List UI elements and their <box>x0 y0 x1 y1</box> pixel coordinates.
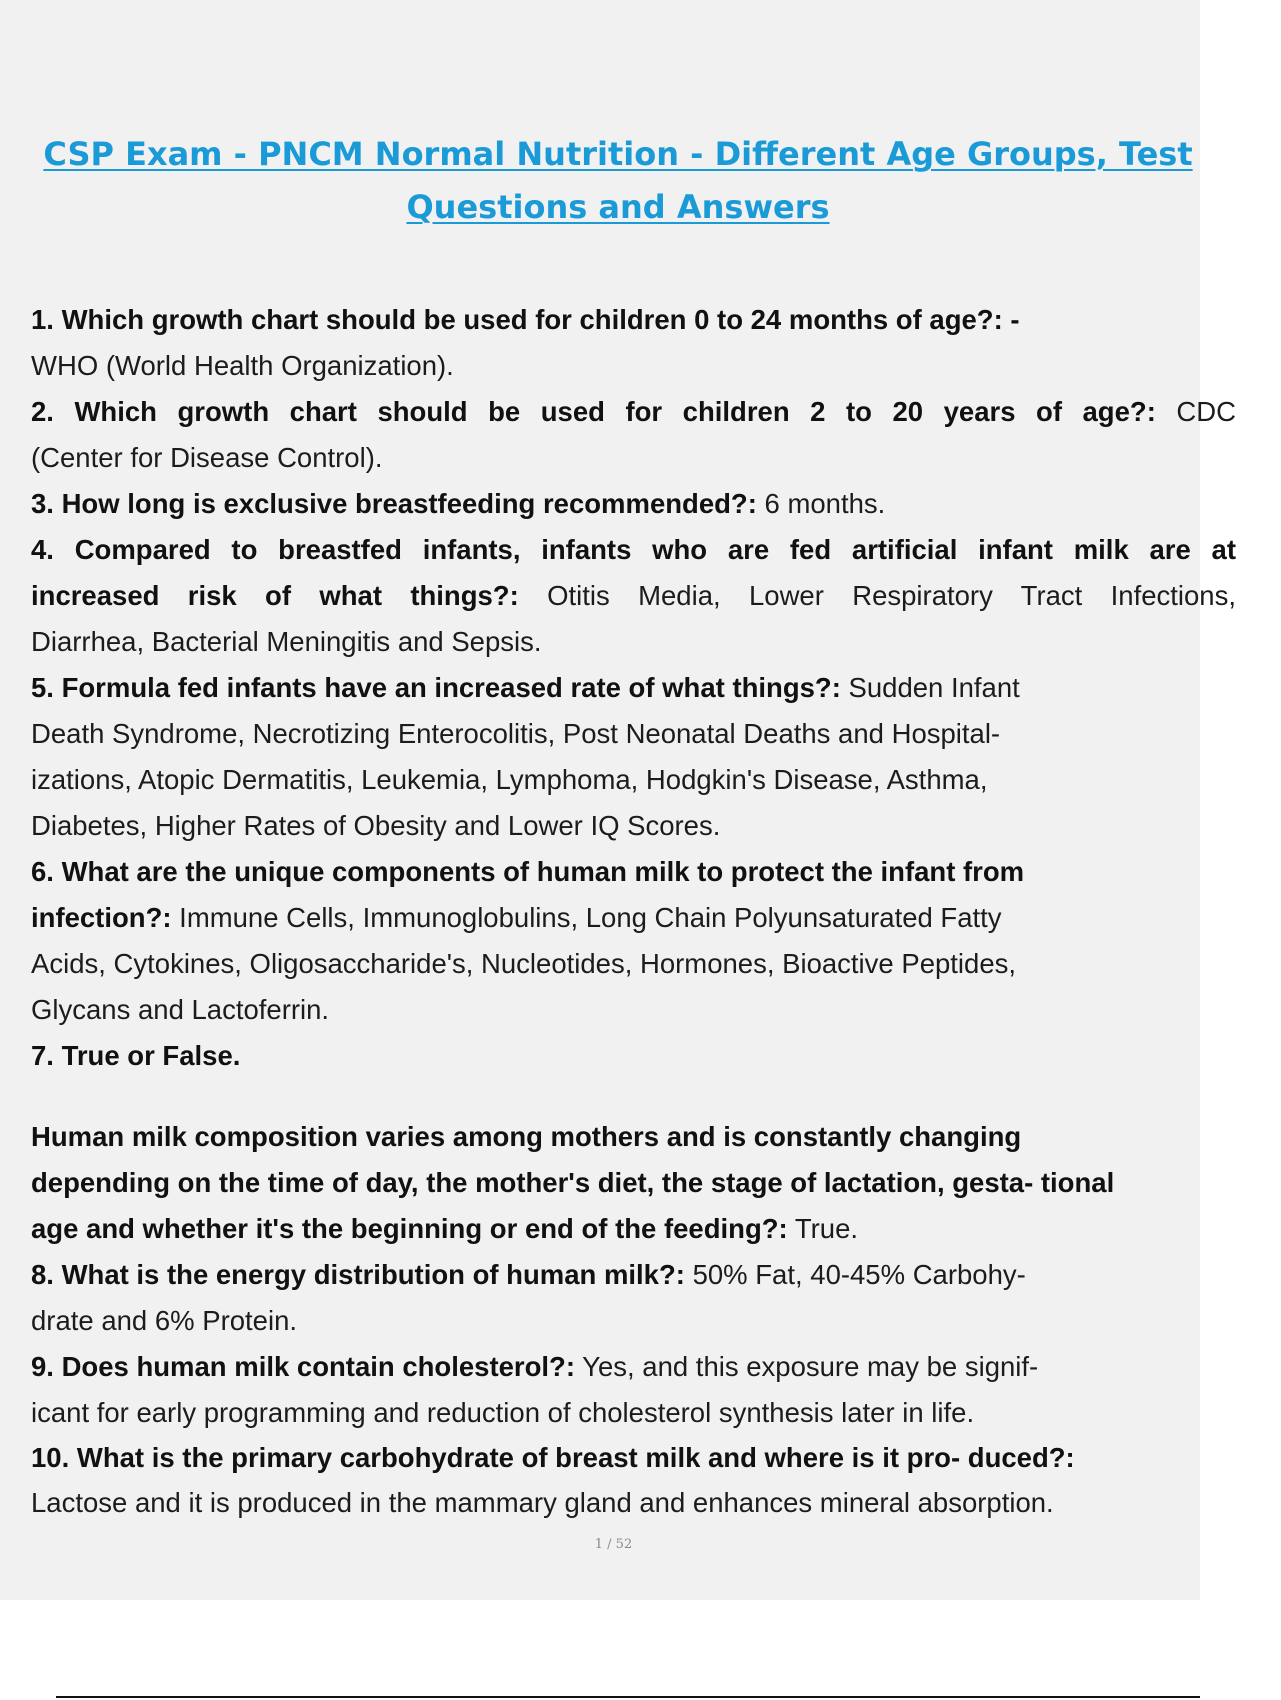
answer-text: WHO (World Health Organization). <box>31 350 454 381</box>
qa-list <box>31 297 1281 1526</box>
answer-text: Immune Cells, Immunoglobulins, Long Chain Polyunsaturated Fatty <box>171 902 1002 933</box>
answer-text: Death Syndrome, Necrotizing Enterocolitis, Post Neonatal Deaths and Hospital- <box>31 718 1001 749</box>
text-line <box>31 711 1281 757</box>
text-line <box>31 895 1281 941</box>
answer-text: (Center for Disease Control). <box>31 442 383 473</box>
answer-text: Diabetes, Higher Rates of Obesity and Lower IQ Scores. <box>31 810 721 841</box>
answer-text: drate and 6% Protein. <box>31 1305 298 1336</box>
text-line <box>31 941 1281 987</box>
title-line-2[interactable]: Questions and Answers <box>406 188 830 226</box>
answer-text: Acids, Cytokines, Oligosaccharide's, Nucleotides, Hormones, Bioactive Peptides, <box>31 948 1017 979</box>
question-text: Human milk composition varies among mothers and is constantly changing <box>31 1121 1022 1152</box>
text-line <box>31 1298 1281 1344</box>
text-line <box>31 1390 1281 1436</box>
text-line <box>31 1206 1281 1252</box>
title-line-1[interactable]: CSP Exam - PNCM Normal Nutrition - Different Age Groups, Test <box>43 135 1193 173</box>
page-divider <box>56 1696 1200 1698</box>
text-line <box>31 1160 1281 1206</box>
question-text: 4. Compared to breastfed infants, infants who are fed artificial infant milk are at <box>31 534 1236 565</box>
question-text: 5. Formula fed infants have an increased rate of what things?: <box>31 672 841 703</box>
question-text: increased risk of what things?: <box>31 580 519 611</box>
answer-text: True. <box>787 1213 859 1244</box>
text-line <box>31 1252 1281 1298</box>
text-line <box>31 1436 1281 1480</box>
answer-text: 50% Fat, 40-45% Carbohy- <box>684 1259 1026 1290</box>
text-line <box>31 297 1281 343</box>
text-line <box>31 527 1236 573</box>
text-line <box>31 1344 1281 1390</box>
question-text: 10. What is the primary carbohydrate of breast milk and where is it pro- duced?: <box>31 1442 1075 1473</box>
text-line <box>31 481 1281 527</box>
question-text: 8. What is the energy distribution of human milk?: <box>31 1259 685 1290</box>
answer-text: 6 months. <box>756 488 886 519</box>
text-line <box>31 1033 1281 1079</box>
text-line <box>31 435 1281 481</box>
question-text: 3. How long is exclusive breastfeeding recommended?: <box>31 488 757 519</box>
answer-text: Otitis Media, Lower Respiratory Tract Infections, <box>518 580 1236 611</box>
text-line <box>31 1114 1281 1160</box>
answer-text: Glycans and Lactoferrin. <box>31 994 330 1025</box>
question-text: 9. Does human milk contain cholesterol?: <box>31 1351 575 1382</box>
text-line <box>31 389 1236 435</box>
question-text: 6. What are the unique components of human milk to protect the infant from <box>31 856 1025 887</box>
question-text: 7. True or False. <box>31 1040 241 1071</box>
question-text: infection?: <box>31 902 172 933</box>
question-text: age and whether it's the beginning or end of the feeding?: <box>31 1213 788 1244</box>
question-text: 1. Which growth chart should be used for children 0 to 24 months of age?: - <box>31 304 1020 335</box>
answer-text: Lactose and it is produced in the mammary gland and enhances mineral absorption. <box>31 1487 1054 1518</box>
text-line <box>31 757 1281 803</box>
document-title[interactable] <box>0 128 1236 234</box>
blank-line <box>31 1079 1281 1114</box>
text-line <box>31 1480 1281 1526</box>
text-line <box>31 619 1281 665</box>
answer-text: CDC <box>1155 396 1236 427</box>
text-line <box>31 987 1281 1033</box>
answer-text: Sudden Infant <box>840 672 1020 703</box>
question-text: depending on the time of day, the mother's diet, the stage of lactation, gesta- tional <box>31 1167 1115 1198</box>
answer-text: Diarrhea, Bacterial Meningitis and Sepsis. <box>31 626 542 657</box>
question-text: 2. Which growth chart should be used for children 2 to 20 years of age?: <box>31 396 1156 427</box>
answer-text: icant for early programming and reduction of cholesterol synthesis later in life. <box>31 1397 975 1428</box>
page-indicator: 1 / 52 <box>594 1537 633 1552</box>
text-line <box>31 849 1281 895</box>
text-line <box>31 803 1281 849</box>
text-line <box>31 665 1281 711</box>
text-line <box>31 573 1236 619</box>
text-line <box>31 343 1281 389</box>
answer-text: Yes, and this exposure may be signif- <box>575 1351 1039 1382</box>
answer-text: izations, Atopic Dermatitis, Leukemia, Lymphoma, Hodgkin's Disease, Asthma, <box>31 764 988 795</box>
